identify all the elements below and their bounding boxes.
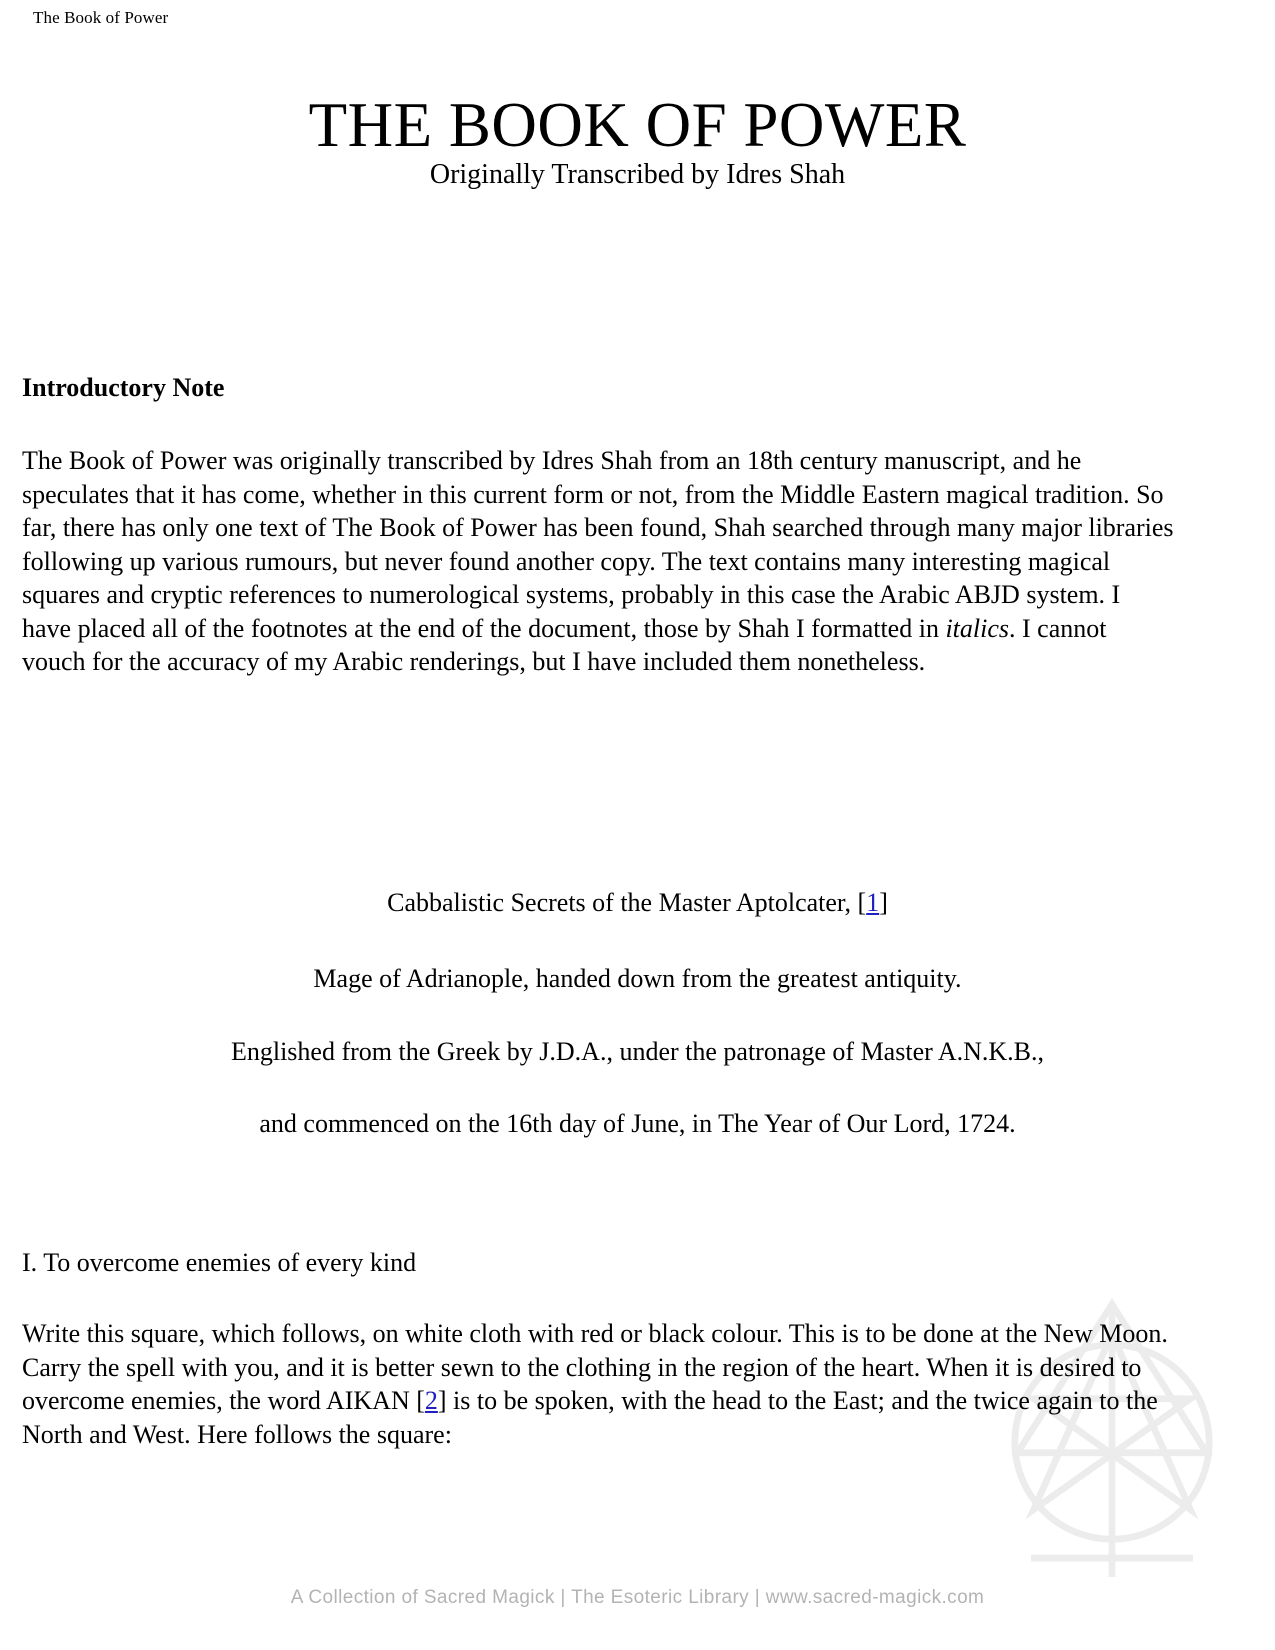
page-subtitle: Originally Transcribed by Idres Shah [429, 159, 846, 190]
frontispiece-line-1-suffix: ] [879, 888, 888, 917]
spell-paragraph-text-2: ] is to be spoken, with the head to the East; and the twice again to the North and West. Here follows the square: [22, 1386, 1158, 1449]
footnote-link-2[interactable]: 2 [424, 1386, 438, 1415]
page-footer: A Collection of Sacred Magick | The Esoteric Library | www.sacred-magick.com [290, 1587, 985, 1608]
frontispiece-line-1 [0, 886, 1275, 919]
intro-paragraph-text-1: The Book of Power was originally transcribed by Idres Shah from an 18th century manuscript, and he speculates that it has come, whether in this current form or not, from the Middle Eastern magical tradition. So far, there has only one text of The Book of Power has been found, Shah searched through many major libraries following up various rumours, but never found another copy. The text contains many interesting magical squares and cryptic references to numerological systems, probably in this case the Arabic ABJD system. I have placed all of the footnotes at the end of the document, those by Shah I formatted in [22, 446, 1174, 643]
spell-paragraph-text-1: Write this square, which follows, on white cloth with red or black colour. This is to be done at the New Moon. Carry the spell with you, and it is better sewn to the clothing in the region of the heart. When it is desired to overcome enemies, the word AIKAN [ [22, 1319, 1168, 1415]
section-heading-spell-one: I. To overcome enemies of every kind [22, 1248, 417, 1277]
spell-paragraph [22, 1317, 1174, 1451]
frontispiece-line-3: Englished from the Greek by J.D.A., under the patronage of Master A.N.K.B., [230, 1037, 1045, 1066]
footnote-link-1[interactable]: 1 [866, 888, 880, 917]
frontispiece-line-4: and commenced on the 16th day of June, in The Year of Our Lord, 1724. [259, 1109, 1016, 1138]
intro-paragraph-italic: italics [945, 613, 1010, 643]
running-header: The Book of Power [33, 8, 169, 27]
frontispiece-line-1-prefix: Cabbalistic Secrets of the Master Aptolcater, [ [387, 888, 867, 917]
page-title: THE BOOK OF POWER [308, 90, 967, 161]
frontispiece-line-2: Mage of Adrianople, handed down from the greatest antiquity. [313, 964, 962, 993]
section-heading-introductory-note: Introductory Note [22, 373, 225, 402]
intro-paragraph [22, 444, 1174, 679]
intro-paragraph-text-2: . I cannot vouch for the accuracy of my Arabic renderings, but I have included them nonetheless. [22, 613, 1107, 676]
